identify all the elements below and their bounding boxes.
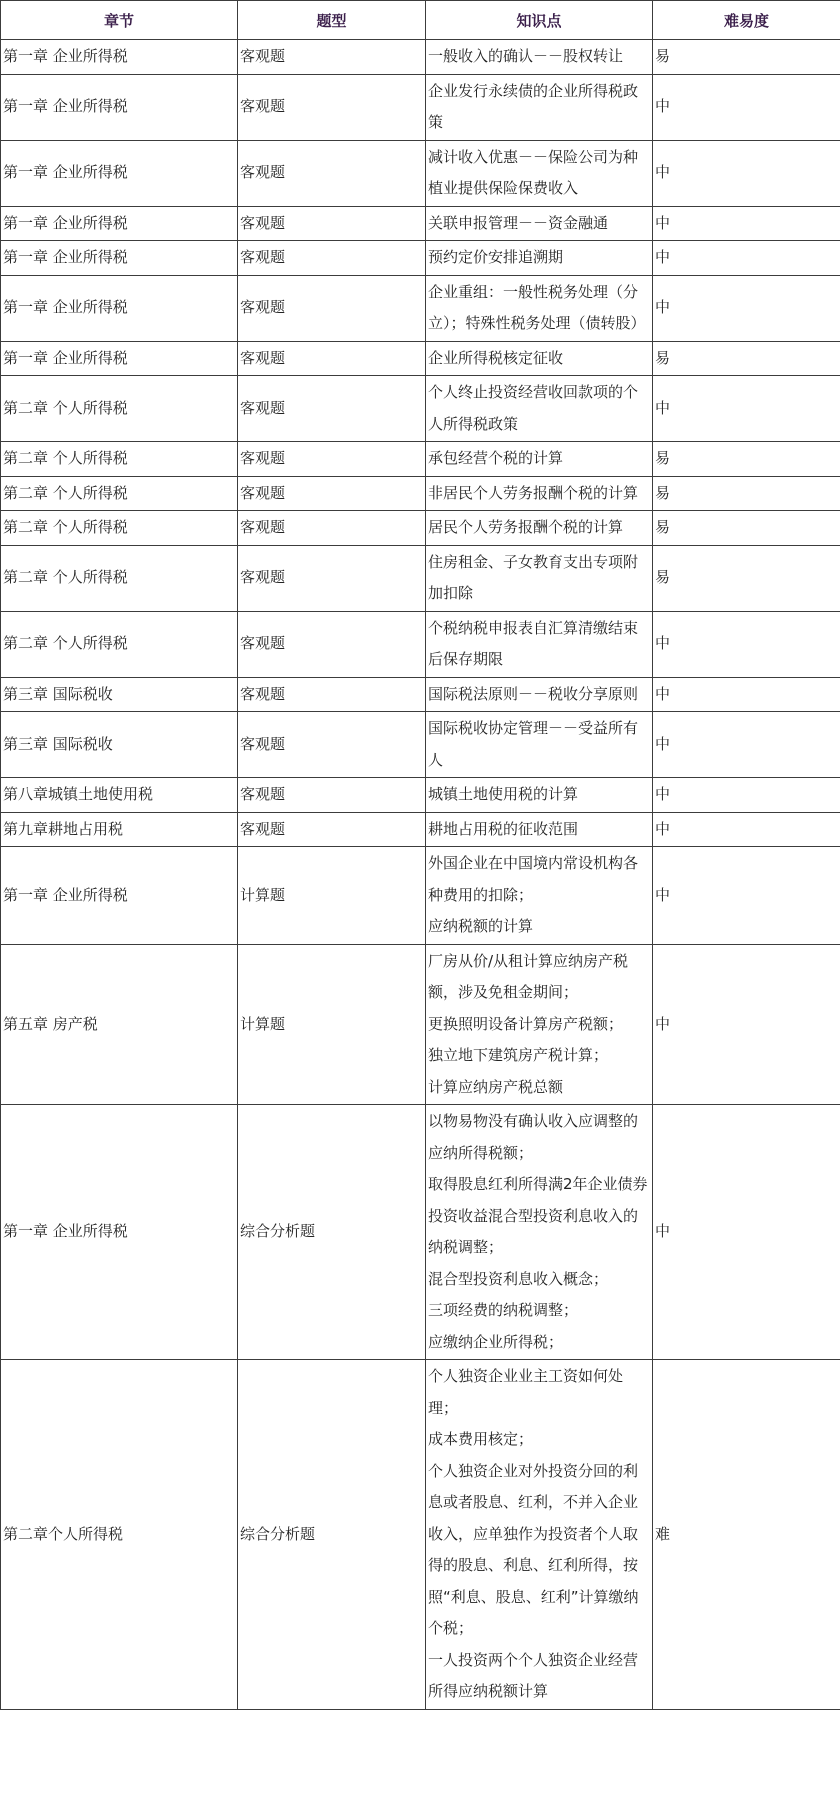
cell-chapter: 第二章 个人所得税 [1,545,238,611]
knowledge-point-line: 计算应纳房产税总额 [428,1077,564,1096]
cell-knowledge-point [426,677,653,712]
cell-difficulty: 易 [653,341,840,376]
cell-chapter: 第一章 企业所得税 [1,341,238,376]
cell-knowledge-point [426,376,653,442]
knowledge-point-line: 厂房从价/从租计算应纳房产税额，涉及免租金期间； [428,951,629,1001]
header-knowledge-point: 知识点 [426,1,653,40]
table-row [1,140,840,206]
cell-knowledge-point [426,944,653,1105]
knowledge-point-line: 非居民个人劳务报酬个税的计算 [428,483,639,502]
cell-difficulty: 易 [653,40,840,75]
cell-knowledge-point [426,545,653,611]
cell-knowledge-point [426,1360,653,1710]
table-row [1,40,840,75]
cell-difficulty: 中 [653,677,840,712]
table-row [1,545,840,611]
knowledge-point-line: 一般收入的确认－－股权转让 [428,47,624,65]
table-row [1,677,840,712]
cell-difficulty: 中 [653,376,840,442]
knowledge-point-line: 以物易物没有确认收入应调整的应纳所得税额； [428,1112,639,1162]
cell-question-type: 客观题 [238,40,426,75]
cell-chapter: 第一章 企业所得税 [1,40,238,75]
cell-chapter: 第一章 企业所得税 [1,275,238,341]
cell-question-type: 客观题 [238,778,426,813]
table-row [1,847,840,945]
table-row [1,1360,840,1710]
cell-knowledge-point [426,712,653,778]
knowledge-point-line: 耕地占用税的征收范围 [428,819,579,838]
cell-knowledge-point [426,812,653,847]
cell-question-type: 客观题 [238,545,426,611]
cell-chapter: 第八章城镇土地使用税 [1,778,238,813]
cell-knowledge-point [426,611,653,677]
table-row [1,712,840,778]
cell-knowledge-point [426,442,653,477]
cell-question-type: 客观题 [238,206,426,241]
knowledge-point-line: 三项经费的纳税调整； [428,1301,579,1319]
cell-difficulty: 易 [653,476,840,511]
knowledge-point-line: 国际税法原则－－税收分享原则 [428,684,639,703]
cell-question-type: 客观题 [238,376,426,442]
cell-chapter: 第三章 国际税收 [1,677,238,712]
cell-knowledge-point [426,74,653,140]
cell-chapter: 第二章 个人所得税 [1,442,238,477]
cell-chapter: 第二章 个人所得税 [1,611,238,677]
knowledge-point-line: 更换照明设备计算房产税额； [428,1014,624,1033]
knowledge-point-line: 成本费用核定； [428,1430,534,1448]
cell-chapter: 第一章 企业所得税 [1,140,238,206]
cell-difficulty: 中 [653,74,840,140]
cell-question-type: 综合分析题 [238,1360,426,1710]
cell-question-type: 客观题 [238,140,426,206]
table-row [1,376,840,442]
cell-knowledge-point [426,476,653,511]
cell-question-type: 计算题 [238,944,426,1105]
knowledge-point-line: 个人终止投资经营收回款项的个人所得税政策 [428,383,639,433]
knowledge-point-line: 个税纳税申报表自汇算清缴结束后保存期限 [428,618,639,668]
cell-difficulty: 中 [653,712,840,778]
cell-question-type: 客观题 [238,275,426,341]
cell-chapter: 第三章 国际税收 [1,712,238,778]
header-difficulty: 难易度 [653,1,840,40]
cell-knowledge-point [426,40,653,75]
knowledge-point-line: 预约定价安排追溯期 [428,248,564,266]
table-row [1,511,840,546]
table-row [1,611,840,677]
knowledge-point-line: 个人独资企业对外投资分回的利息或者股息、红利，不并入企业收入，应单独作为投资者个人取得的股息、利息、红利所得，按照“利息、股息、红利”计算缴纳个税； [428,1461,639,1637]
cell-question-type: 计算题 [238,847,426,945]
knowledge-point-line: 企业所得税核定征收 [428,348,564,367]
cell-difficulty: 中 [653,140,840,206]
cell-question-type: 客观题 [238,241,426,276]
table-row [1,476,840,511]
cell-chapter: 第二章 个人所得税 [1,476,238,511]
knowledge-point-line: 独立地下建筑房产税计算； [428,1046,609,1064]
cell-difficulty: 易 [653,511,840,546]
cell-question-type: 客观题 [238,442,426,477]
cell-chapter: 第二章 个人所得税 [1,376,238,442]
cell-question-type: 客观题 [238,74,426,140]
cell-question-type: 客观题 [238,677,426,712]
table-row [1,275,840,341]
cell-difficulty: 中 [653,611,840,677]
cell-question-type: 客观题 [238,712,426,778]
knowledge-point-line: 混合型投资利息收入概念； [428,1269,609,1288]
knowledge-point-line: 一人投资两个个人独资企业经营所得应纳税额计算 [428,1650,639,1700]
cell-chapter: 第一章 企业所得税 [1,74,238,140]
cell-question-type: 客观题 [238,611,426,677]
header-type: 题型 [238,1,426,40]
table-row [1,442,840,477]
cell-difficulty: 中 [653,812,840,847]
cell-chapter: 第二章个人所得税 [1,1360,238,1710]
cell-chapter: 第九章耕地占用税 [1,812,238,847]
cell-difficulty: 难 [653,1360,840,1710]
cell-knowledge-point [426,778,653,813]
knowledge-point-line: 城镇土地使用税的计算 [428,785,579,803]
cell-question-type: 客观题 [238,511,426,546]
table-row [1,206,840,241]
cell-chapter: 第一章 企业所得税 [1,1105,238,1360]
table-row [1,74,840,140]
cell-knowledge-point [426,1105,653,1360]
knowledge-point-line: 取得股息红利所得满2年企业债券投资收益混合型投资利息收入的纳税调整； [428,1175,648,1256]
cell-chapter: 第一章 企业所得税 [1,847,238,945]
cell-knowledge-point [426,206,653,241]
cell-difficulty: 中 [653,1105,840,1360]
knowledge-point-line: 应纳税额的计算 [428,917,534,935]
knowledge-point-line: 外国企业在中国境内常设机构各种费用的扣除； [428,854,639,904]
cell-difficulty: 易 [653,545,840,611]
cell-knowledge-point [426,241,653,276]
knowledge-point-line: 关联申报管理－－资金融通 [428,213,609,232]
table-row [1,812,840,847]
knowledge-point-line: 个人独资企业业主工资如何处理； [428,1367,624,1417]
cell-knowledge-point [426,511,653,546]
cell-chapter: 第一章 企业所得税 [1,206,238,241]
cell-difficulty: 中 [653,847,840,945]
knowledge-point-line: 减计收入优惠－－保险公司为种植业提供保险保费收入 [428,147,639,197]
knowledge-point-line: 企业发行永续债的企业所得税政策 [428,81,639,131]
cell-chapter: 第一章 企业所得税 [1,241,238,276]
knowledge-point-line: 企业重组：一般性税务处理（分立）；特殊性税务处理（债转股） [428,282,646,332]
table-row [1,944,840,1105]
table-row [1,1105,840,1360]
header-row [1,1,840,40]
knowledge-point-line: 国际税收协定管理－－受益所有人 [428,719,639,769]
cell-chapter: 第五章 房产税 [1,944,238,1105]
cell-knowledge-point [426,847,653,945]
header-chapter: 章节 [1,1,238,40]
knowledge-point-line: 应缴纳企业所得税； [428,1332,564,1351]
cell-difficulty: 易 [653,442,840,477]
knowledge-point-line: 居民个人劳务报酬个税的计算 [428,518,624,536]
cell-question-type: 客观题 [238,341,426,376]
table-row [1,778,840,813]
knowledge-point-line: 承包经营个税的计算 [428,449,564,467]
cell-knowledge-point [426,140,653,206]
cell-knowledge-point [426,341,653,376]
cell-difficulty: 中 [653,241,840,276]
knowledge-point-line: 住房租金、子女教育支出专项附加扣除 [428,552,639,602]
cell-question-type: 客观题 [238,476,426,511]
cell-knowledge-point [426,275,653,341]
cell-difficulty: 中 [653,778,840,813]
cell-question-type: 综合分析题 [238,1105,426,1360]
cell-question-type: 客观题 [238,812,426,847]
cell-difficulty: 中 [653,275,840,341]
table-row [1,341,840,376]
cell-difficulty: 中 [653,206,840,241]
table-body [1,40,840,1710]
cell-difficulty: 中 [653,944,840,1105]
cell-chapter: 第二章 个人所得税 [1,511,238,546]
table-row [1,241,840,276]
